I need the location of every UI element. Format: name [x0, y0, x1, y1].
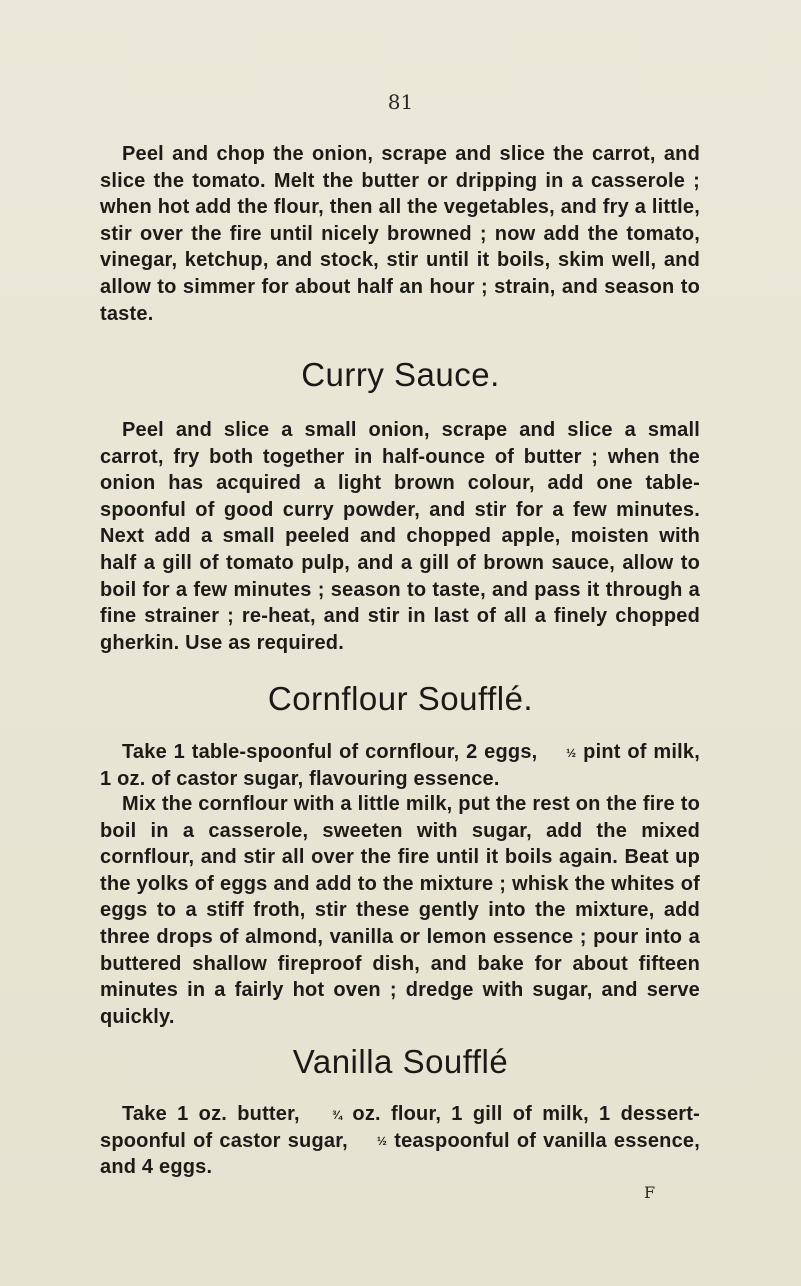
cornflour-souffle-heading: Cornflour Soufflé.: [267, 680, 534, 717]
vanilla-ingredients-part-b: oz. flour, 1 gill of milk, 1 dessert-spoonful of castor sugar,: [100, 1103, 700, 1152]
three-quarter-fraction: ¾: [331, 1107, 343, 1122]
cornflour-ingredients: [100, 739, 700, 792]
signature-mark: F: [644, 1183, 656, 1202]
cornflour-method: Mix the cornflour with a little milk, put the rest on the fire to boil in a casserole, sweeten with sugar, add the mixed cornflour, and stir all over the fire until it boils again. Beat up the yolks of eggs and add to the mixture ; whisk the whites of eggs to a stiff froth, stir these gently into the mixture, add three drops of almond, vanilla or lemon essence ; pour into a buttered shallow fireproof dish, and bake for about fifteen minutes in a fairly hot oven ; dredge with sugar, and serve quickly.: [100, 793, 700, 1028]
vanilla-ingredients-part-c: teaspoonful of vanilla essence, and 4 eggs.: [100, 1129, 700, 1179]
half-fraction: ½: [566, 745, 577, 760]
half-fraction-vanilla: ½: [376, 1134, 388, 1149]
vanilla-ingredients-part-a: Take 1 oz. butter,: [122, 1103, 300, 1125]
vanilla-ingredients: [100, 1101, 700, 1181]
curry-sauce-body: Peel and slice a small onion, scrape and slice a small carrot, fry both together in half-ounce of butter ; when the onion has acquired a light brown colour, add one table-spoonful of good curry powder, and stir for a few minutes. Next add a small peeled and chopped apple, moisten with half a gill of tomato pulp, and a gill of brown sauce, allow to boil for a few minutes ; season to taste, and pass it through a fine strainer ; re-heat, and stir in last of all a finely chopped gherkin. Use as required.: [100, 419, 700, 654]
cornflour-ingredients-part-a: Take 1 table-spoonful of cornflour, 2 eggs,: [122, 741, 538, 763]
vanilla-souffle-heading: Vanilla Soufflé: [292, 1043, 509, 1080]
cornflour-ingredients-part-b: pint of milk, 1 oz. of castor sugar, flavouring essence.: [100, 741, 700, 790]
intro-paragraph: Peel and chop the onion, scrape and slice the carrot, and slice the tomato. Melt the butter or dripping in a casserole ; when hot add the flour, then all the vegetables, and fry a little, stir over the fire until nicely browned ; now add the tomato, vinegar, ketchup, and stock, stir until it boils, skim well, and allow to simmer for about half an hour ; strain, and season to taste.: [100, 143, 700, 325]
curry-sauce-heading: Curry Sauce.: [301, 356, 500, 393]
page-number: 81: [387, 90, 414, 114]
